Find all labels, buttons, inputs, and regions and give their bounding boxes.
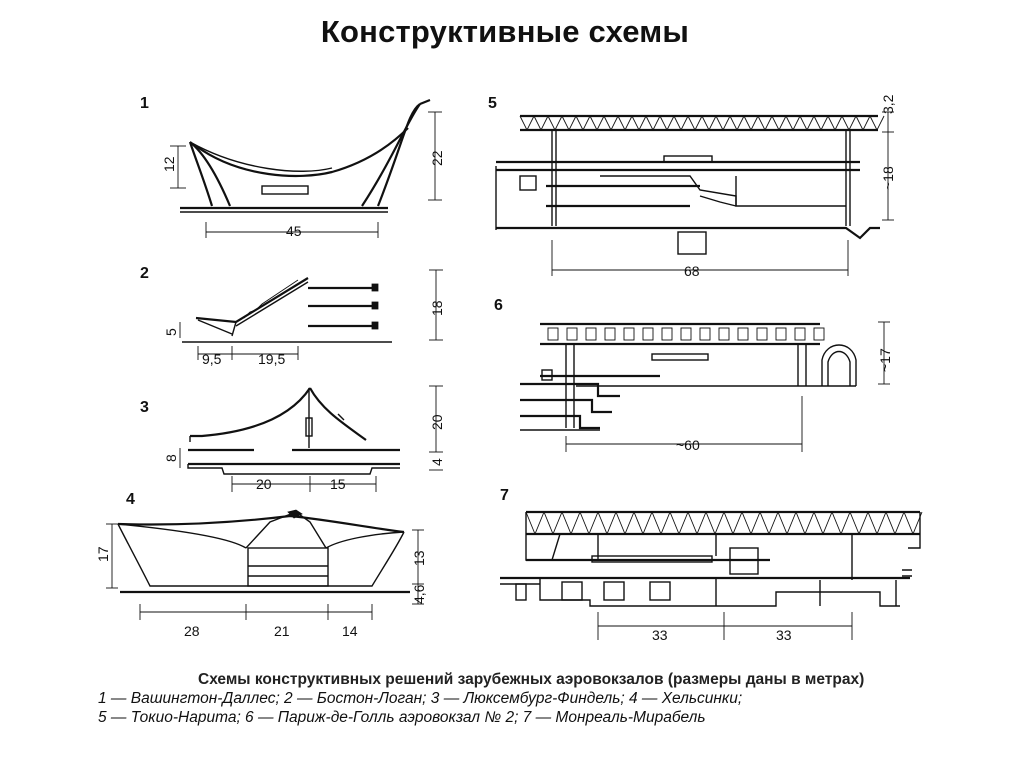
figure-1-number: 1 [140, 95, 149, 112]
fig6-span: ~60 [676, 437, 700, 453]
fig1-height-left: 12 [161, 156, 177, 172]
fig3-height: 20 [429, 414, 445, 430]
caption-title: Схемы конструктивных решений зарубежных аэровокзалов (размеры даны в метрах) [198, 671, 865, 688]
figure-4-number: 4 [126, 491, 135, 508]
figure-6-number: 6 [494, 297, 503, 314]
fig4-mid: 21 [274, 623, 290, 639]
fig3-span-left: 20 [256, 476, 272, 492]
figure-caption [98, 670, 918, 727]
caption-legend-line-1: 1 — Вашингтон-Даллес; 2 — Бостон-Логан; 3 — Люксембург-Финдель; 4 — Хельсинки; [98, 690, 743, 707]
fig4-left: 28 [184, 623, 200, 639]
fig3-base: 4 [429, 458, 445, 466]
fig5-span: 68 [684, 263, 700, 279]
figure-7-number: 7 [500, 487, 509, 504]
figure-2 [140, 265, 445, 367]
figure-3-number: 3 [140, 399, 149, 416]
figure-7 [500, 487, 922, 643]
figure-2-number: 2 [140, 265, 149, 282]
figure-6 [494, 297, 893, 453]
fig2-left: 9,5 [202, 351, 222, 367]
fig4-height: 17 [95, 546, 111, 562]
figure-4 [95, 491, 427, 639]
figure-1 [140, 95, 445, 239]
caption-legend-line-2: 5 — Токио-Нарита; 6 — Париж-де-Голль аэровокзал № 2; 7 — Монреаль-Мирабель [98, 709, 706, 726]
fig4-right: 14 [342, 623, 358, 639]
figure-5-number: 5 [488, 95, 497, 112]
fig3-span-right: 15 [330, 476, 346, 492]
fig6-height: ~17 [877, 348, 893, 372]
fig7-left: 33 [652, 627, 668, 643]
fig2-right: 19,5 [258, 351, 286, 367]
fig4-h-top: 13 [411, 550, 427, 566]
fig2-height: 18 [429, 300, 445, 316]
fig5-truss: 3,2 [880, 94, 896, 114]
fig3-h1: 8 [163, 454, 179, 462]
page-title: Конструктивные схемы [320, 14, 690, 49]
fig5-height: ~18 [880, 166, 896, 190]
fig2-step-height: 5 [163, 328, 179, 336]
fig1-span: 45 [286, 223, 302, 239]
figure-5 [488, 94, 896, 279]
fig7-right: 33 [776, 627, 792, 643]
figure-3 [140, 386, 445, 492]
fig1-height-right: 22 [429, 150, 445, 166]
fig4-h-base: 4,6 [411, 584, 427, 604]
